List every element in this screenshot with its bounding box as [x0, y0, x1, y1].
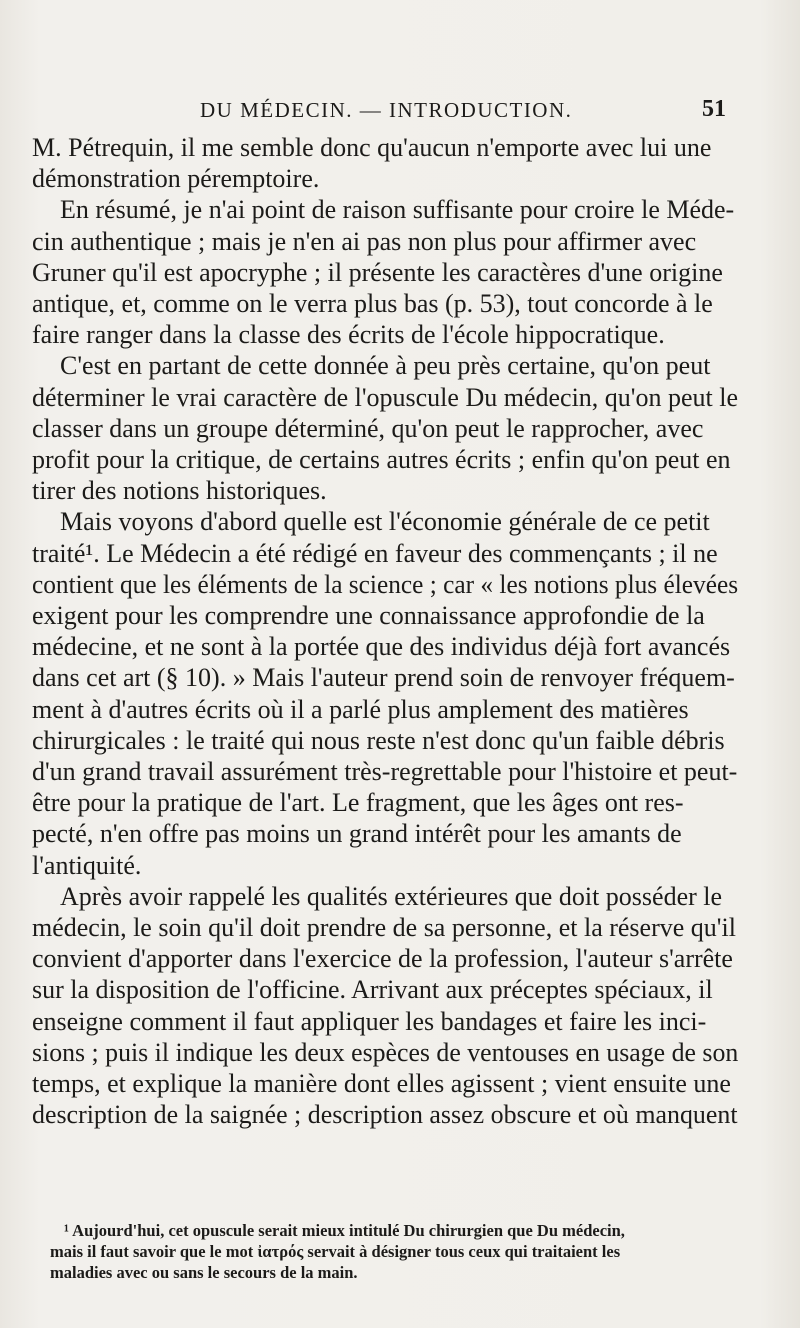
text-line: chirurgicales : le traité qui nous reste n'est donc qu'un faible débris [32, 725, 725, 755]
text-line: sions ; puis il indique les deux espèces de ventouses en usage de son [32, 1037, 739, 1067]
text-line: cin authentique ; mais je n'en ai pas non plus pour affirmer avec [32, 226, 697, 256]
text-line: être pour la pratique de l'art. Le fragment, que les âges ont res- [32, 788, 684, 818]
text-line: tirer des notions historiques. [32, 476, 327, 506]
text-line: ment à d'autres écrits où il a parlé plus amplement des matières [32, 694, 689, 724]
text-line: antique, et, comme on le verra plus bas (p. 53), tout concorde à le [32, 289, 713, 319]
text-line: exigent pour les comprendre une connaissance approfondie de la [32, 601, 705, 631]
text-line: d'un grand travail assurément très-regrettable pour l'histoire et peut- [32, 757, 738, 787]
text-line: médecin, le soin qu'il doit prendre de sa personne, et la réserve qu'il [32, 913, 736, 943]
text-line: faire ranger dans la classe des écrits de l'école hippocratique. [32, 320, 665, 350]
text-line: C'est en partant de cette donnée à peu près certaine, qu'on peut [60, 351, 711, 381]
text-line: Mais voyons d'abord quelle est l'économie générale de ce petit [60, 507, 710, 537]
text-line: description de la saignée ; description assez obscure et où manquent [32, 1100, 738, 1130]
running-title: DU MÉDECIN. — INTRODUCTION. [200, 98, 573, 122]
text-line: contient que les éléments de la science ; car « les notions plus élevées [32, 569, 739, 599]
text-line: dans cet art (§ 10). » Mais l'auteur prend soin de renvoyer fréquem- [32, 663, 735, 693]
body-text [32, 132, 738, 1131]
text-line: démonstration péremptoire. [32, 164, 320, 194]
text-line: Après avoir rappelé les qualités extérieures que doit posséder le [60, 881, 723, 911]
footnote-line: ¹ Aujourd'hui, cet opuscule serait mieux intitulé Du chirurgien que Du médecin, [64, 1221, 625, 1240]
text-line: l'antiquité. [32, 850, 142, 880]
text-line: M. Pétrequin, il me semble donc qu'aucun n'emporte avec lui une [32, 133, 712, 162]
paragraph-3 [32, 350, 738, 506]
text-line: Gruner qu'il est apocryphe ; il présente les caractères d'une origine [32, 257, 723, 287]
text-line: classer dans un groupe déterminé, qu'on peut le rapprocher, avec [32, 413, 704, 443]
paragraph-2 [32, 194, 738, 350]
text-line: déterminer le vrai caractère de l'opuscule Du médecin, qu'on peut le [32, 382, 738, 412]
text-line: traité¹. Le Médecin a été rédigé en faveur des commençants ; il ne [32, 538, 718, 568]
text-line: pecté, n'en offre pas moins un grand intérêt pour les amants de [32, 819, 682, 849]
text-line: temps, et explique la manière dont elles agissent ; vient ensuite une [32, 1069, 731, 1099]
text-line: enseigne comment il faut appliquer les bandages et faire les inci- [32, 1006, 707, 1036]
footnote-line: maladies avec ou sans le secours de la main. [50, 1263, 358, 1282]
text-line: médecine, et ne sont à la portée que des individus déjà fort avancés [32, 632, 731, 662]
text-line: En résumé, je n'ai point de raison suffisante pour croire le Méde- [60, 195, 735, 225]
footnote [50, 1220, 756, 1283]
paragraph-4 [32, 506, 738, 880]
text-line: sur la disposition de l'officine. Arrivant aux préceptes spéciaux, il [32, 975, 713, 1005]
running-head [0, 88, 800, 128]
page-number: 51 [702, 96, 726, 122]
text-line: profit pour la critique, de certains autres écrits ; enfin qu'on peut en [32, 445, 731, 475]
footnote-line: mais il faut savoir que le mot ἰατρός servait à désigner tous ceux qui traitaient les [50, 1242, 621, 1261]
paragraph-1 [32, 132, 738, 194]
text-line: convient d'apporter dans l'exercice de la profession, l'auteur s'arrête [32, 944, 733, 974]
paragraph-5 [32, 881, 738, 1131]
